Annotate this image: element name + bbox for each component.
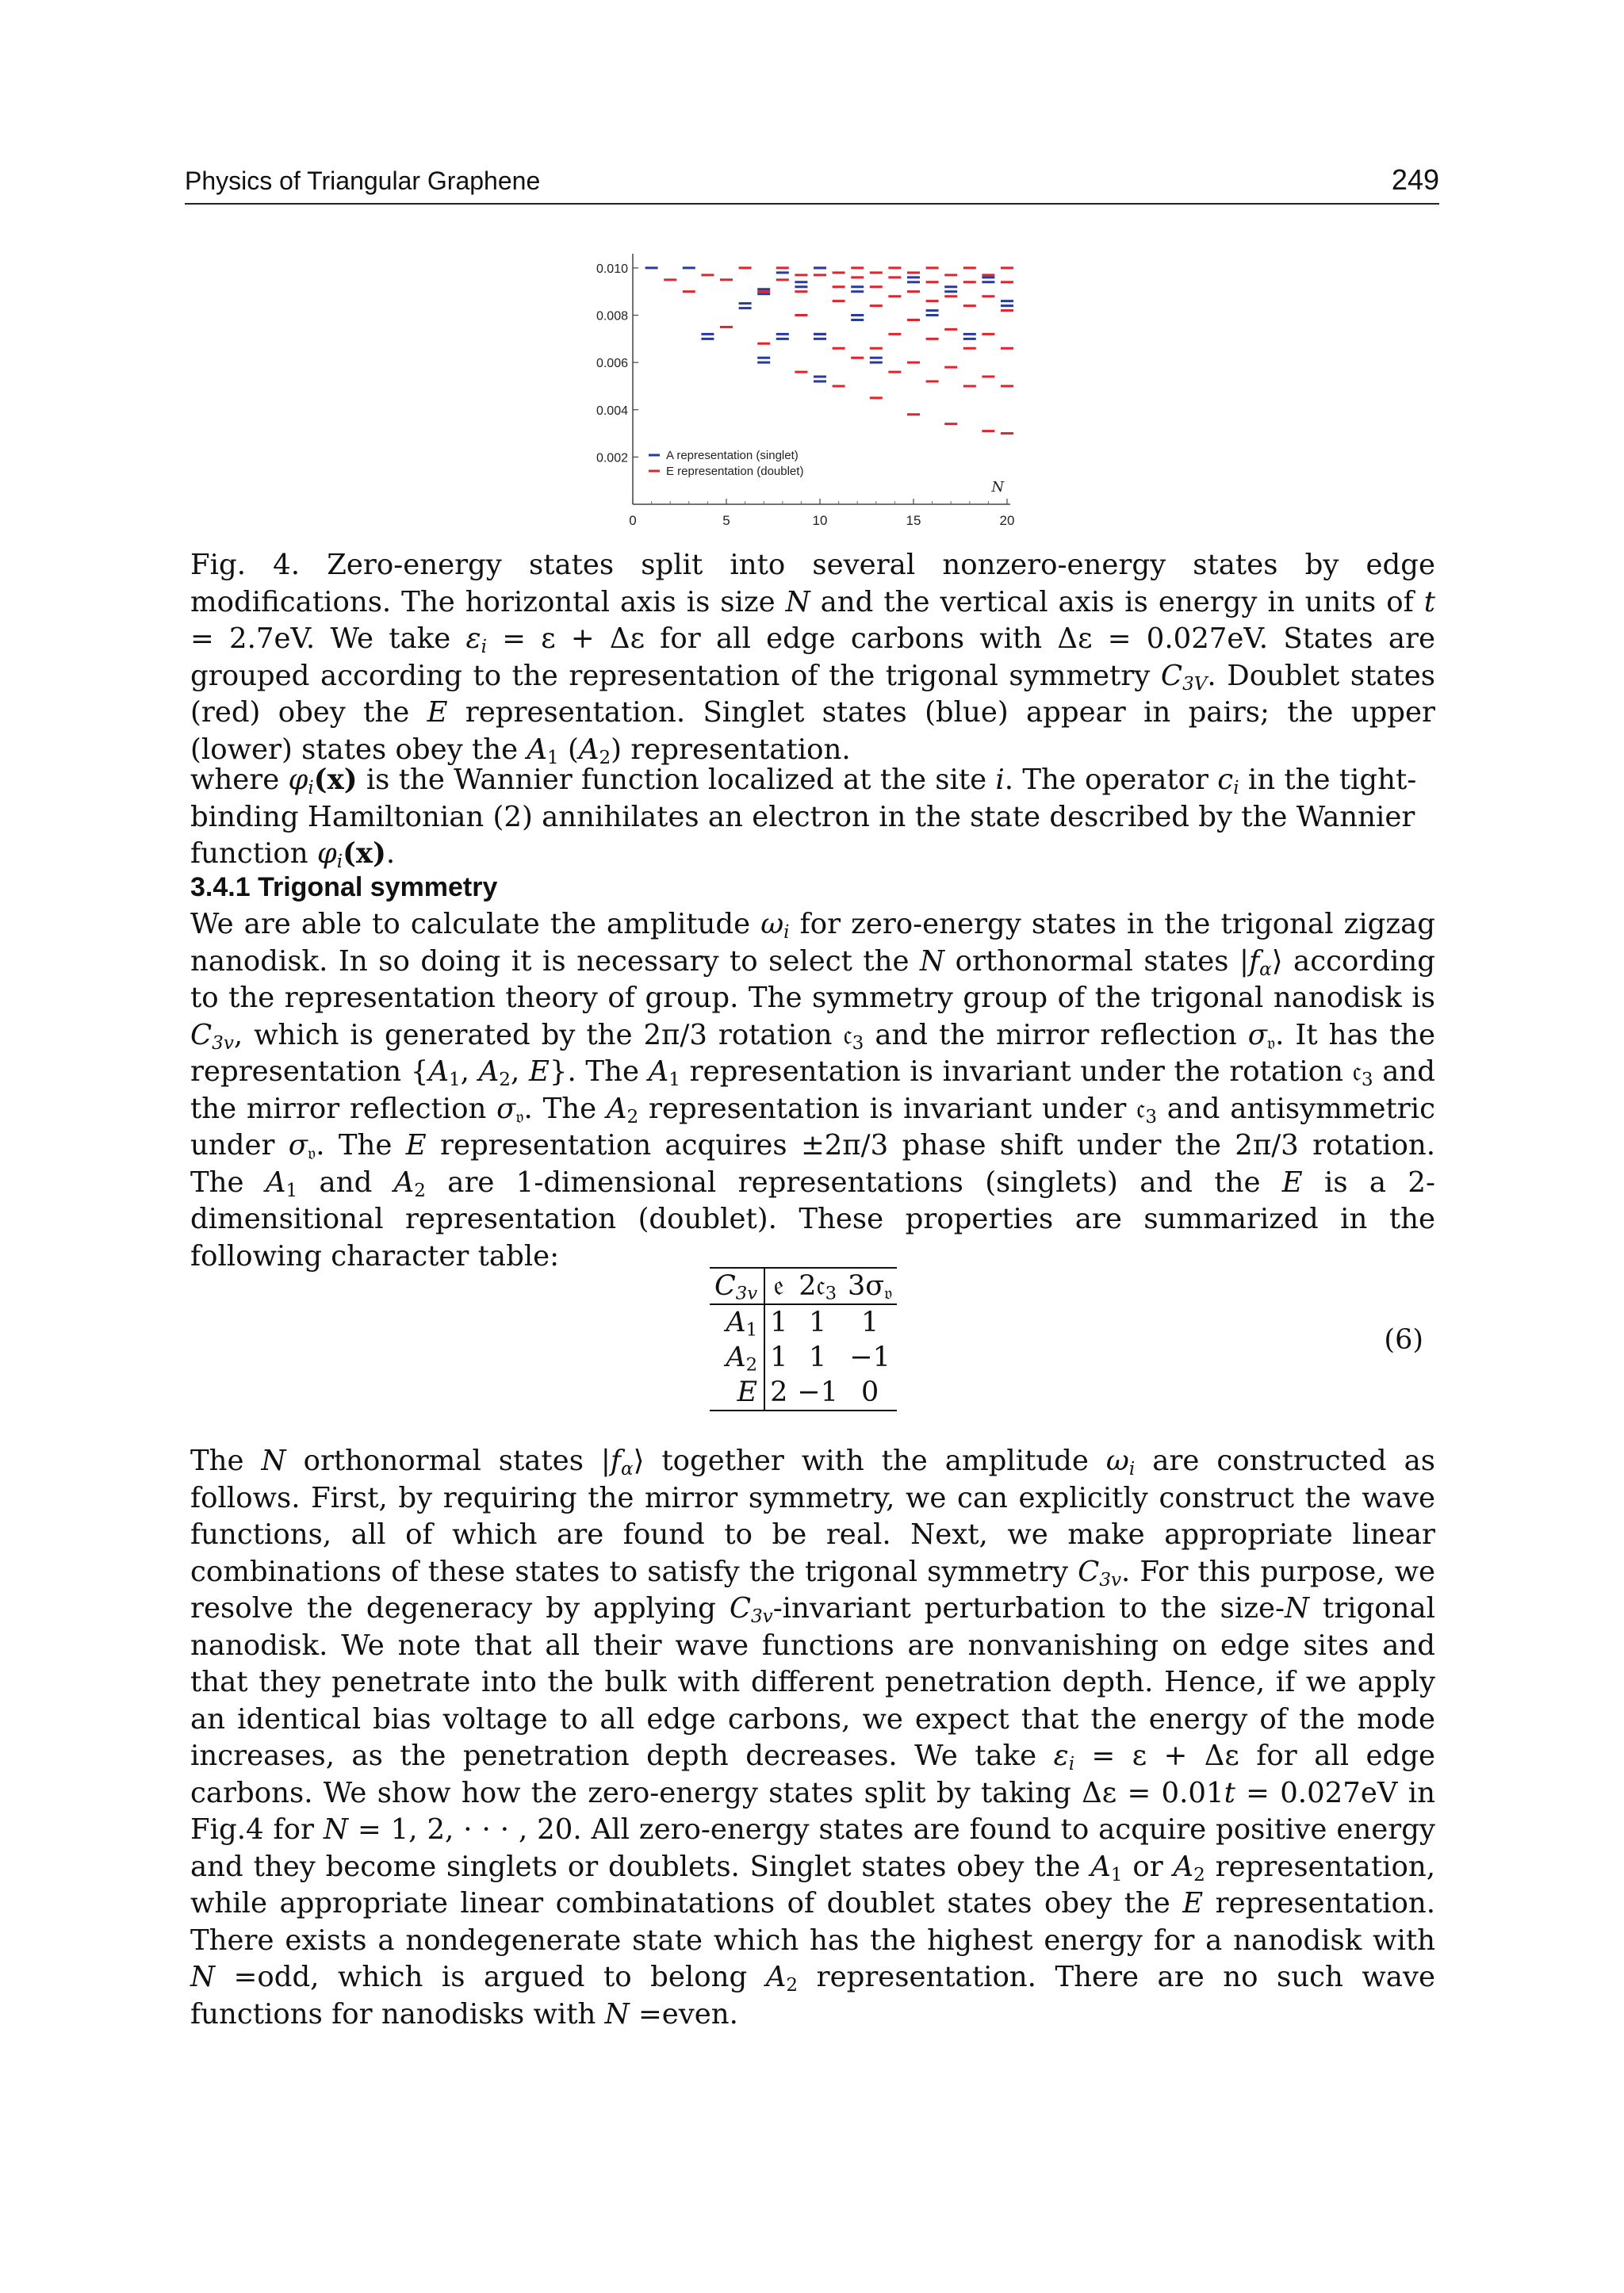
x-tick-label: 0 (629, 513, 637, 528)
character-table (710, 1267, 897, 1411)
character-table-header (710, 1268, 897, 1304)
x-tick-label: 5 (722, 513, 730, 528)
running-title: Physics of Triangular Graphene (185, 167, 541, 195)
row-label: E (710, 1375, 764, 1411)
energy-spectrum-chart (579, 235, 1023, 536)
table-cell: 2 (764, 1375, 792, 1411)
page-number: 249 (1391, 163, 1439, 196)
class-identity: 𝔢 (764, 1268, 792, 1304)
x-tick-label: 15 (906, 513, 921, 528)
y-tick-label: 0.004 (596, 404, 628, 418)
table-cell: 1 (809, 1307, 827, 1338)
y-tick-label: 0.006 (596, 357, 628, 371)
x-axis-label: N (991, 479, 1005, 496)
paragraph-wannier: where $\varphi_i(x)$ is the Wannier function localized at the site i. The operator $c_i$ in the tight-binding Hamiltonian (2) annihilates an electron in the state described by the Wannier function $\varphi_i(x)$. (190, 764, 1417, 872)
x-tick-label: 10 (812, 513, 828, 528)
group-label: $C_{3v}$ (710, 1268, 764, 1304)
y-tick-label: 0.002 (596, 451, 628, 465)
table-cell: 1 (770, 1307, 788, 1338)
class-rotation: 2𝔠$_3$ (792, 1268, 843, 1304)
table-cell: 1 (809, 1342, 827, 1373)
equation-number: (6) (1384, 1324, 1423, 1356)
page-header (185, 163, 1439, 205)
row-label: $A_2$ (710, 1340, 764, 1375)
table-cell: 1 (860, 1307, 879, 1338)
y-tick-label: 0.010 (596, 262, 628, 276)
legend-label: A representation (singlet) (666, 449, 799, 462)
legend-label: E representation (doublet) (666, 465, 804, 478)
table-cell: −1 (792, 1375, 843, 1411)
figure-caption: Fig. 4. Zero-energy states split into several nonzero-energy states by edge modifications. The horizontal axis is size N and the vertical axis is energy in units of t = 2.7eV. We take $\varepsilon_i = \varepsilon + \Delta\varepsilon$ for all edge carbons with Δε = 0.027eV. States are grouped according to the representation of the trigonal symmetry $C_{3V}$. Doublet states (red) obey the E representation. Singlet states (blue) appear in pairs; the upper (lower) states obey the $A_1$ $(A_2)$ representation. (190, 549, 1436, 768)
table-row (710, 1375, 897, 1411)
row-label: $A_1$ (710, 1304, 764, 1340)
table-cell: 0 (843, 1375, 897, 1411)
table-row (710, 1340, 897, 1375)
class-reflection: $3\sigma_𝔳$ (843, 1268, 897, 1304)
paragraph-construction: The N orthonormal states $|f_\alpha⟩$ together with the amplitude $\omega_i$ are constructed as follows. First, by requiring the mirror symmetry, we can explicitly construct the wave functions, all of which are found to be real. Next, we make appropriate linear combinations of these states to satisfy the trigonal symmetry $C_{3v}$. For this purpose, we resolve the degeneracy by applying $C_{3v}$-invariant perturbation to the size-N trigonal nanodisk. We note that all their wave functions are nonvanishing on edge sites and that they penetrate into the bulk with different penetration depth. Hence, if we apply an identical bias voltage to all edge carbons, we expect that the energy of the mode increases, as the penetration depth decreases. We take $\varepsilon_i = \varepsilon + \Delta\varepsilon$ for all edge carbons. We show how the zero-energy states split by taking Δε = 0.01t = 0.027eV in Fig.4 for N = 1, 2, · · · , 20. All zero-energy states are found to acquire positive energy and they become singlets or doublets. Singlet states obey the $A_1$ or $A_2$ representation, while appropriate linear combinatations of doublet states obey the E representation. There exists a nondegenerate state which has the highest energy for a nanodisk with N =odd, which is argued to belong $A_2$ representation. There are no such wave functions for nanodisks with N =even. (190, 1445, 1436, 2031)
paragraph-trigonal-symmetry: We are able to calculate the amplitude $\omega_i$ for zero-energy states in the trigonal zigzag nanodisk. In so doing it is necessary to select the N orthonormal states $|f_\alpha⟩$ according to the representation theory of group. The symmetry group of the trigonal nanodisk is $C_{3v}$, which is generated by the 2π/3 rotation 𝔠$_3$ and the mirror reflection $\sigma_𝔳$. It has the representation {$A_1$, $A_2$, E}. The $A_1$ representation is invariant under the rotation 𝔠$_3$ and the mirror reflection $\sigma_𝔳$. The $A_2$ representation is invariant under 𝔠$_3$ and antisymmetric under $\sigma_𝔳$. The E representation acquires ±2π/3 phase shift under the 2π/3 rotation. The $A_1$ and $A_2$ are 1-dimensional representations (singlets) and the E is a 2-dimensitional representation (doublet). These properties are summarized in the following character table: (190, 908, 1436, 1273)
x-tick-label: 20 (999, 513, 1015, 528)
table-row (710, 1304, 897, 1340)
table-cell: −1 (849, 1342, 891, 1373)
table-cell: 1 (770, 1342, 788, 1373)
y-tick-label: 0.008 (596, 309, 628, 323)
section-heading: 3.4.1 Trigonal symmetry (190, 872, 498, 902)
